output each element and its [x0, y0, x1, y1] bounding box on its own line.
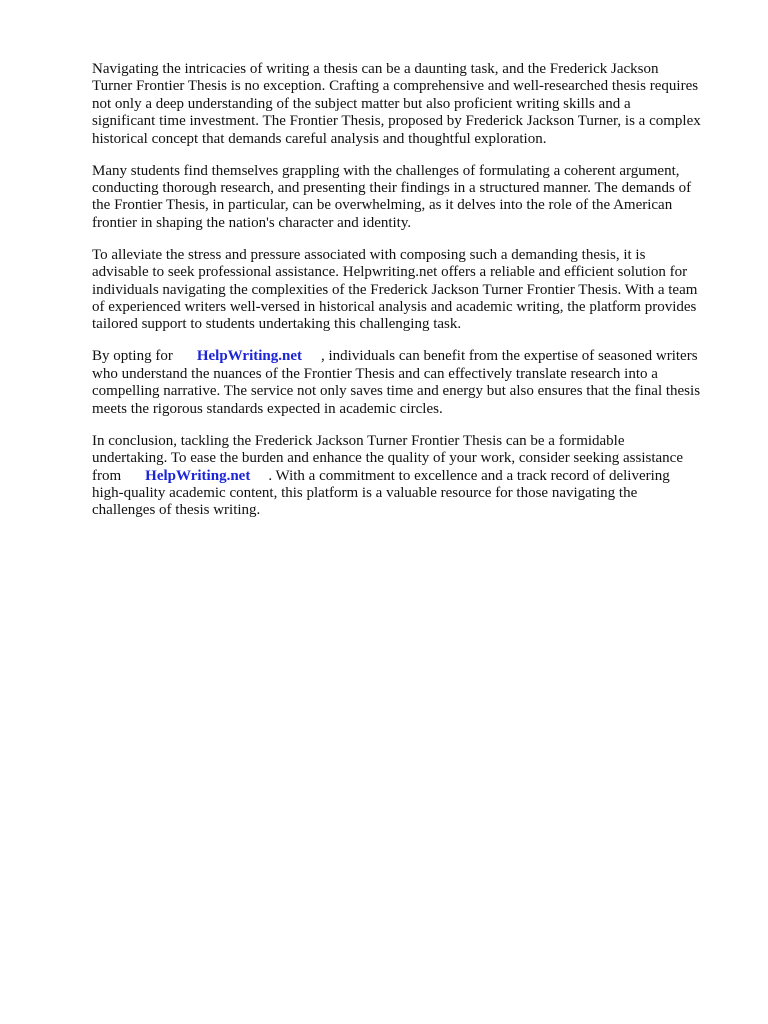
- text-line: historical concept that demands careful analysis and thoughtful exploration.: [92, 130, 547, 147]
- text-line: Navigating the intricacies of writing a thesis can be a daunting task, and the Frederick Jackson: [92, 61, 659, 77]
- text-fragment: By opting for: [92, 348, 173, 365]
- text-line: the Frontier Thesis, in particular, can be overwhelming, as it delves into the role of the American: [92, 197, 673, 214]
- text-line: frontier in shaping the nation's character and identity.: [92, 214, 412, 231]
- helpwriting-link[interactable]: HelpWriting.net: [196, 348, 302, 365]
- text-line: high-quality academic content, this platform is a valuable resource for those navigating the: [92, 484, 638, 501]
- helpwriting-link[interactable]: HelpWriting.net: [145, 467, 251, 484]
- text-fragment: , individuals can benefit from the expertise of seasoned writers: [320, 348, 698, 365]
- document-body: [92, 61, 728, 534]
- text-line: compelling narrative. The service not only saves time and energy but also ensures that the final thesis: [92, 383, 701, 400]
- text-fragment: from: [92, 467, 122, 484]
- text-line: meets the rigorous standards expected in academic circles.: [92, 400, 443, 417]
- text-line-with-link: [92, 348, 728, 365]
- text-line: In conclusion, tackling the Frederick Jackson Turner Frontier Thesis can be a formidable: [92, 432, 625, 449]
- text-line: of experienced writers well-versed in historical analysis and academic writing, the platform provides: [92, 299, 697, 316]
- text-line-with-link: [92, 468, 728, 485]
- text-line: individuals navigating the complexities of the Frederick Jackson Turner Frontier Thesis. With a team: [92, 281, 698, 298]
- paragraph-conclusion: [92, 433, 728, 520]
- paragraph-challenges: [92, 163, 728, 233]
- text-line: undertaking. To ease the burden and enhance the quality of your work, consider seeking assistance: [92, 450, 683, 467]
- paragraph-intro: [92, 61, 728, 148]
- text-line: Turner Frontier Thesis is no exception. Crafting a comprehensive and well-researched thesis requires: [92, 78, 699, 95]
- text-line: tailored support to students undertaking this challenging task.: [92, 316, 462, 333]
- text-line: significant time investment. The Frontier Thesis, proposed by Frederick Jackson Turner, is a complex: [92, 113, 701, 130]
- text-line: To alleviate the stress and pressure associated with composing such a demanding thesis, it is: [92, 246, 646, 263]
- paragraph-benefits: [92, 348, 728, 418]
- paragraph-assistance: [92, 247, 728, 334]
- text-line: conducting thorough research, and presenting their findings in a structured manner. The demands of: [92, 180, 692, 197]
- text-line: who understand the nuances of the Frontier Thesis and can effectively translate research into a: [92, 365, 658, 382]
- text-line: not only a deep understanding of the subject matter but also proficient writing skills and a: [92, 95, 631, 112]
- text-line: advisable to seek professional assistance. Helpwriting.net offers a reliable and efficient solution for: [92, 264, 688, 281]
- text-fragment: . With a commitment to excellence and a track record of delivering: [268, 467, 670, 484]
- text-line: Many students find themselves grappling with the challenges of formulating a coherent argument,: [92, 162, 680, 179]
- text-line: challenges of thesis writing.: [92, 502, 261, 519]
